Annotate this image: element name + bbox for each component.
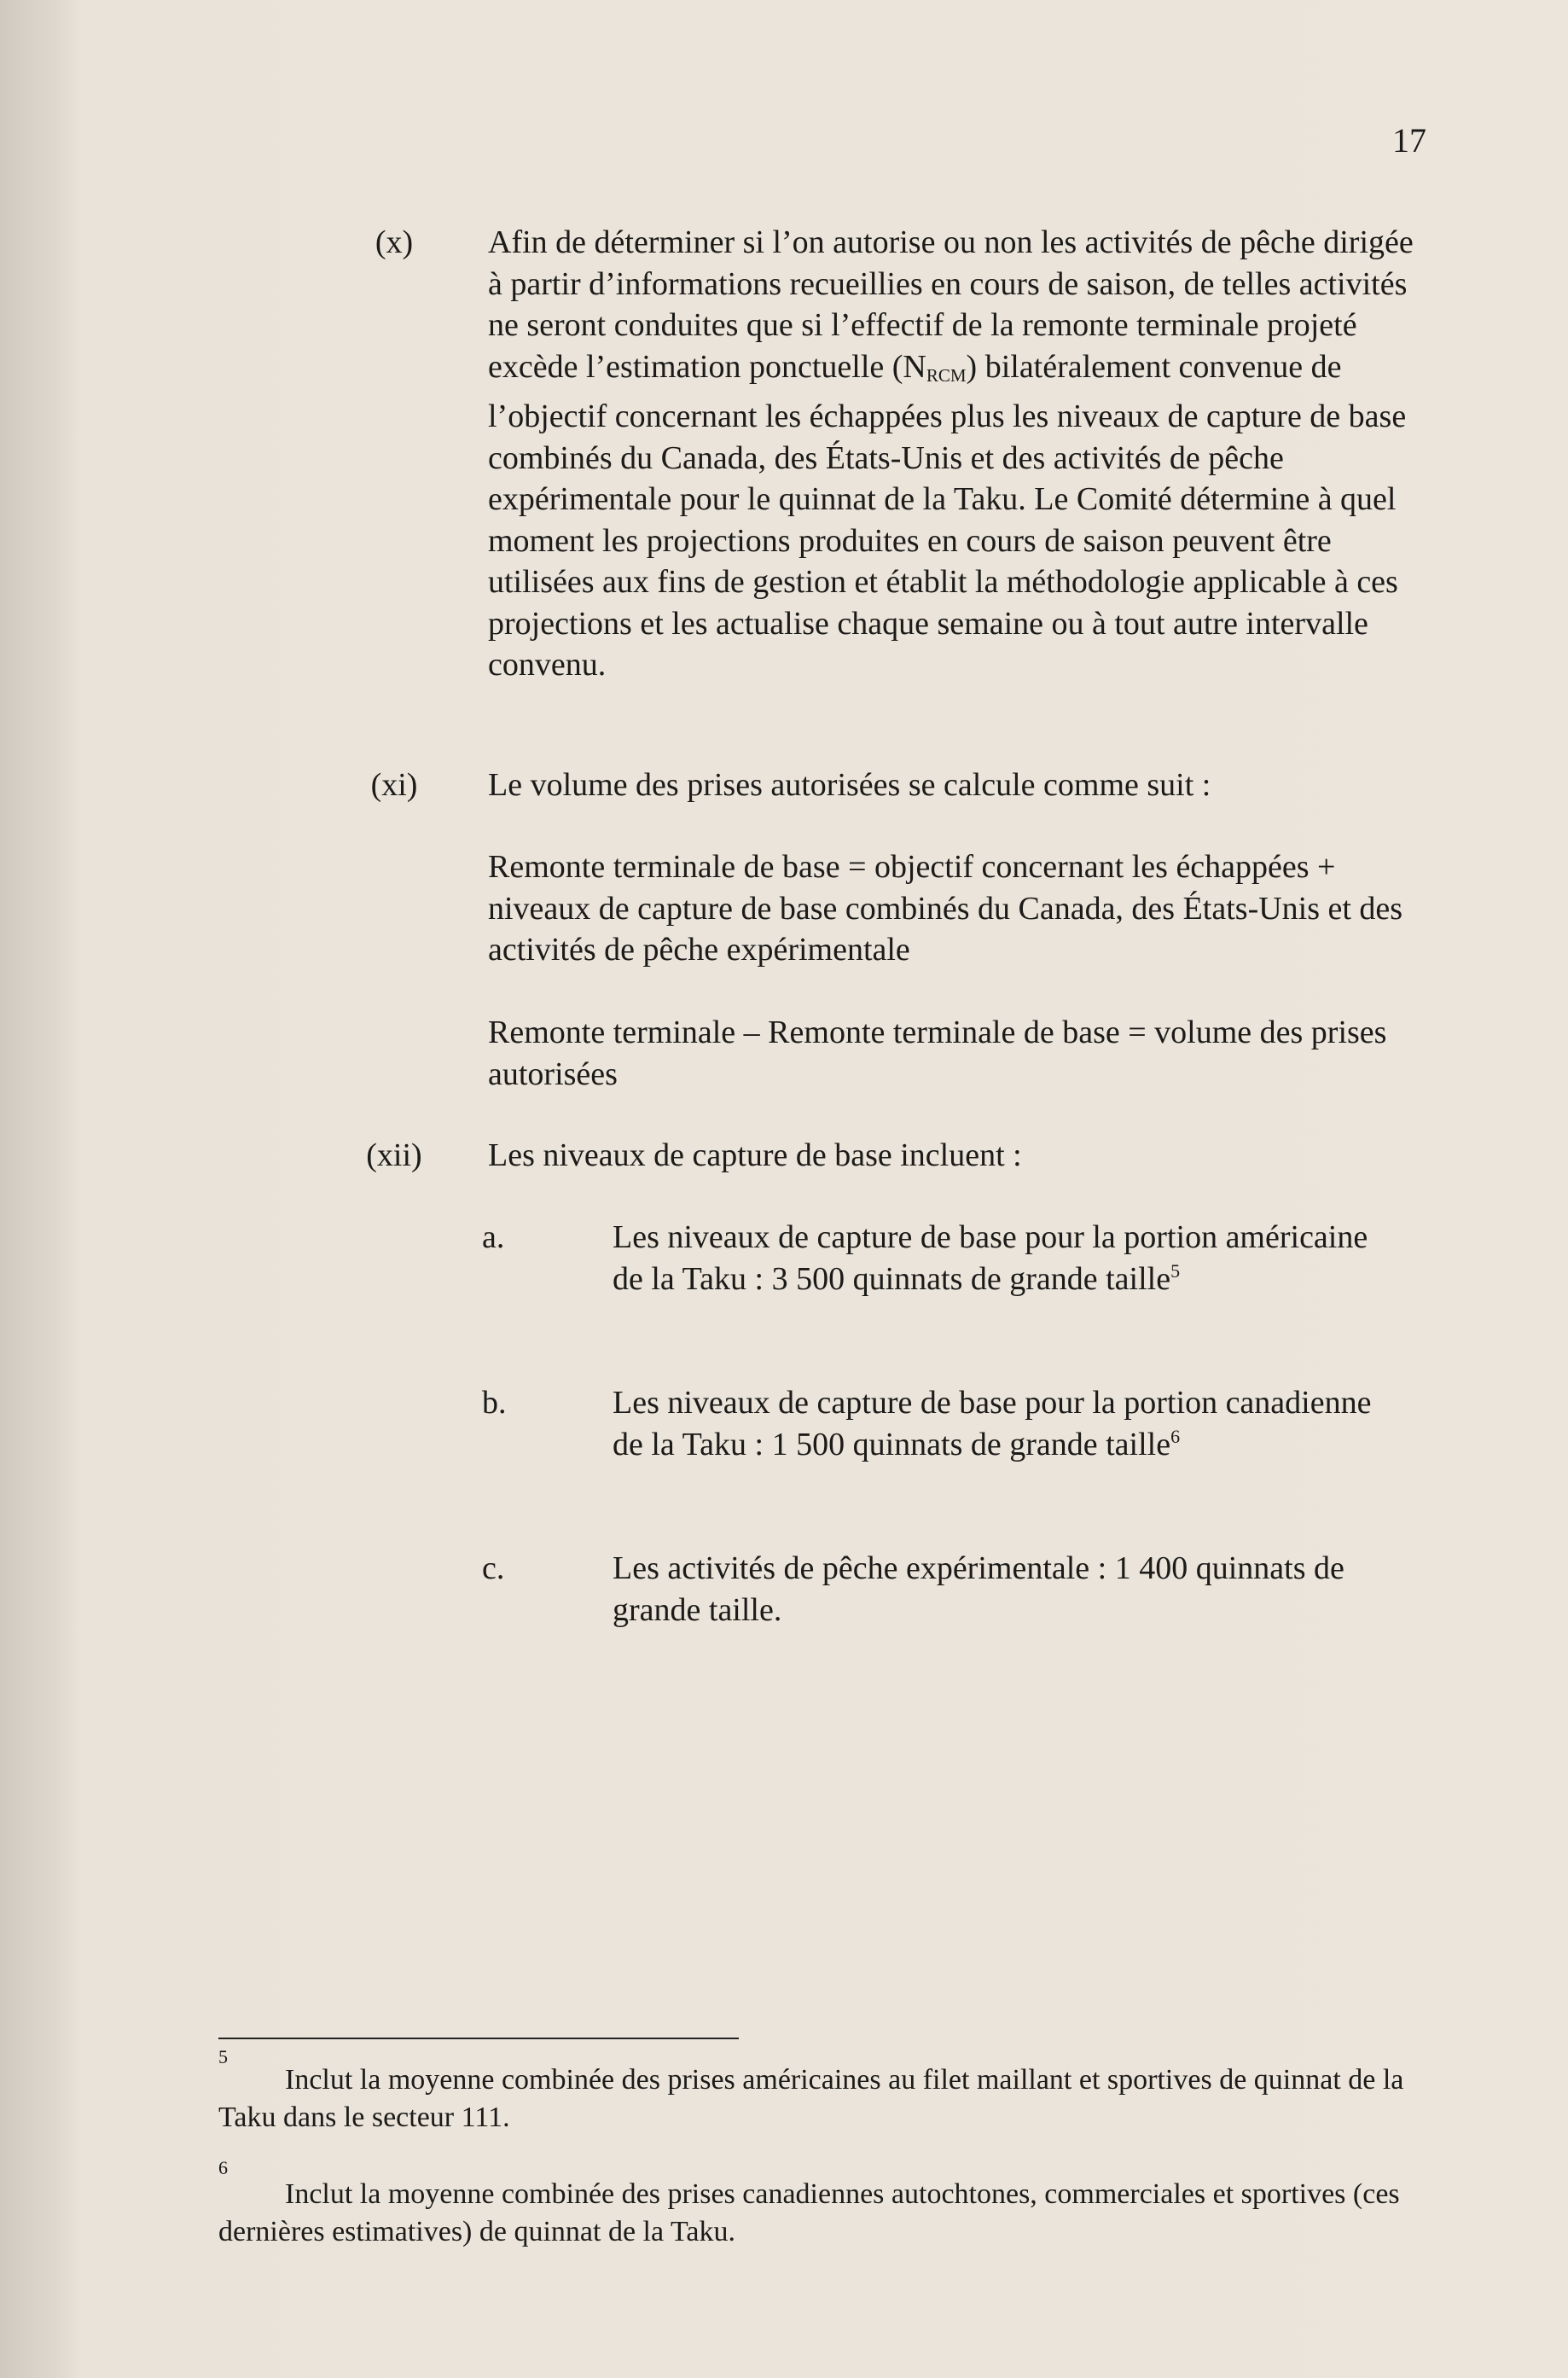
footnote-5-text: Inclut la moyenne combinée des prises américaines au filet maillant et sportives de quinnat de la Taku dans le secteur 111.	[218, 2064, 1404, 2133]
subitem-b-text: Les niveaux de capture de base pour la portion canadienne de la Taku : 1 500 quinnats de grande taille	[613, 1385, 1372, 1462]
subitem-c: Les activités de pêche expérimentale : 1 400 quinnats de grande taille.	[613, 1550, 1344, 1628]
footnote-6-text: Inclut la moyenne combinée des prises canadiennes autochtones, commerciales et sportives (ces dernières estimatives) de quinnat de la Taku.	[218, 2178, 1400, 2247]
paragraph-xi-intro: Le volume des prises autorisées se calcule comme suit :	[488, 767, 1211, 803]
footnote-mark-5: 5	[218, 2046, 228, 2067]
footnote-mark-6: 6	[218, 2157, 228, 2178]
footnote-ref-5: 5	[1170, 1259, 1181, 1282]
paragraph-x-part-2: ) bilatéralement convenue de l’objectif concernant les échappées plus les niveaux de capture de base combinés du Canada, des États-Unis et des activités de pêche expérimentale pour le quinnat de la Taku. Le Comité détermine à quel moment les projections produites en cours de saison peuvent être utilisées aux fins de gestion et établit la méthodologie applicable à ces projections et les actualise chaque semaine ou à tout autre intervalle convenu.	[488, 348, 1407, 683]
item-label-xii: (xii)	[366, 1137, 422, 1173]
subitem-label-a: a.	[482, 1219, 505, 1255]
formula-allowable-catch: Remonte terminale – Remonte terminale de base = volume des prises autorisées	[488, 1015, 1387, 1092]
subitem-label-b: b.	[482, 1385, 507, 1421]
binding-gutter-shadow	[0, 0, 81, 2378]
paragraph-x	[488, 222, 1435, 686]
formula-base-run: Remonte terminale de base = objectif concernant les échappées + niveaux de capture de base combinés du Canada, des États-Unis et des activités de pêche expérimentale	[488, 849, 1403, 968]
rcm-subscript: RCM	[926, 364, 967, 386]
item-label-xi: (xi)	[370, 767, 418, 803]
footnote-ref-6: 6	[1170, 1425, 1181, 1447]
subitem-b	[613, 1382, 1389, 1465]
page-number: 17	[1392, 121, 1426, 160]
subitem-a-text: Les niveaux de capture de base pour la portion américaine de la Taku : 3 500 quinnats de grande taille	[613, 1219, 1368, 1297]
subitem-a	[613, 1217, 1389, 1299]
paragraph-x-part-1: Afin de déterminer si l’on autorise ou non les activités de pêche dirigée à partir d’informations recueillies en cours de saison, de telles activités ne seront conduites que si l’effectif de la remonte terminale projeté excède l’estimation ponctuelle (N	[488, 224, 1414, 385]
subitem-label-c: c.	[482, 1550, 505, 1586]
item-label-x: (x)	[375, 224, 414, 260]
footnote-divider	[218, 2038, 739, 2039]
paragraph-xii-intro: Les niveaux de capture de base incluent :	[488, 1137, 1022, 1173]
